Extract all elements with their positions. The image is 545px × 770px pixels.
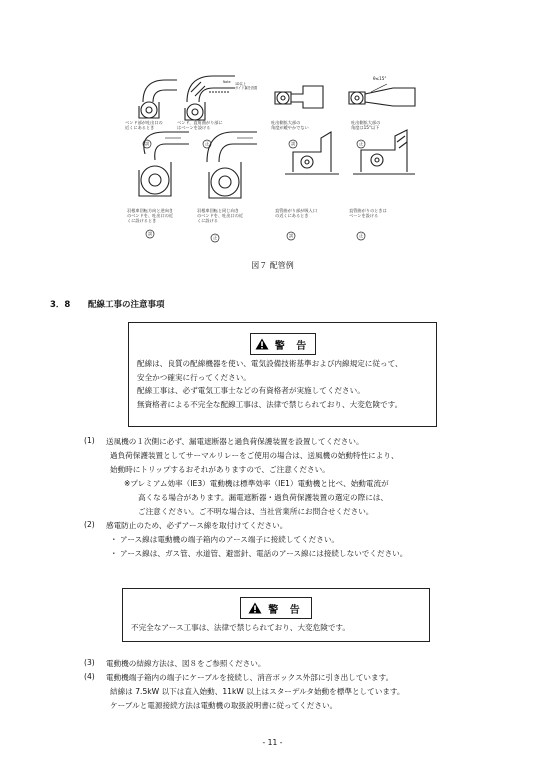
page-number: - 11 - [262,738,283,747]
warning-line: 安全かつ確実に行ってください。 [137,372,251,382]
same-direction-bend-drawing [207,132,257,198]
list-item-3 [84,658,266,669]
warning-line: 無資格者による不完全な配線工事は、法律で禁じられており、大変危険です。 [137,399,403,409]
caption-gradual-expansion: 吐出側拡大部の 角度は15°以下 [351,120,381,131]
list-item-1 [84,436,364,447]
warning-label: 警 告 [268,604,304,616]
bullet-line: ・ アース線は、ガス管、水道管、避雷針、電話のアース線には接続しないでください。 [110,549,408,558]
warning-triangle-icon [248,602,262,614]
caption-bend-near-inlet: 直管曲がり部が吸入口 の近くにあるとき [275,208,317,219]
mark-right-1: 正 [205,141,210,146]
figure-title: 図７ 配管例 [251,261,294,270]
warning-header [240,597,312,619]
abrupt-expansion-drawing [275,86,323,108]
item-text-line: 結線は 7.5kW 以下は直入始動、11kW 以上はスターデルタ始動を標準としています。 [110,687,405,696]
caption-bend-near-outlet: ベンド部が吐出口の 近くにあるとき [125,120,163,131]
caption-opposite-bend: 羽根車回転方向と逆向き のベンドを、吐出口の近 くに設けるとき [127,208,174,224]
mark-right-4: 正 [359,233,364,238]
warning-box-wiring [128,322,437,427]
warning-line: 配線工事は、必ず電気工事士などの有資格者が実施してください。 [137,386,365,396]
item-text-line: ケーブルと電源接続方法は電動機の取扱説明書に従ってください。 [110,701,338,710]
bend-with-guide-vanes-drawing [353,130,415,174]
item-text: 感電防止のため、必ずアース線を取付けてください。 [106,521,288,530]
angle-label: θ≤15° [373,76,387,81]
mark-wrong-4: 誤 [289,233,294,238]
note-line: 高くなる場合があります。漏電遮断器・過負荷保護装置の選定の際には、 [138,493,388,502]
warning-triangle-icon [255,338,269,350]
warning-text [131,621,350,635]
caption-abrupt-expansion: 吐出側拡大部の 角度が緩やかでない [271,120,309,131]
warning-box-ground [122,588,430,642]
warning-line: 不完全なアース工事は、法律で禁じられており、大変危険です。 [131,623,350,632]
gradual-expansion-drawing [349,84,415,106]
warning-line: 配線は、良質の配線機器を使い、電気設備技術基準および内線規定に従って、 [137,359,403,368]
item-number: (4) [84,672,95,681]
item-number: (3) [84,658,95,667]
section-title: 配線工事の注意事項 [88,300,165,310]
caption-guide-vanes: 直管曲がりのときは ベーンを設ける [349,208,387,219]
caption-bend-with-vanes: ベンド、直角曲がり部に はベーンを設ける [177,120,223,131]
item-text-line: 始動時にトリップするおそれがありますので、ご注意ください。 [110,465,330,474]
bend-near-outlet-drawing [139,80,177,118]
item-number: (1) [84,436,95,445]
list-item-4 [84,672,394,683]
item-text: 送風機の１次側に必ず、漏電遮断器と過負荷保護装置を設置してください。 [106,437,364,446]
warning-label: 警 告 [274,340,311,352]
mark-right-3: 正 [213,235,218,240]
caption-same-direction-bend: 羽根車回転と同じ向き のベンドを、吐出口の近 くに設ける [197,208,244,224]
small-note-label: Note [223,80,231,84]
item-text: 電動機端子箱内の端子にケーブルを接続し、消音ボックス外部に引き出しています。 [106,673,394,682]
section-number: 3．8 [50,300,71,310]
mark-right-2: 正 [359,141,364,146]
item-text-line: 過負荷保護装置としてサーマルリレーをご使用の場合は、送風機の始動特性により、 [110,451,399,460]
warning-header [250,333,316,355]
piping-figure [125,62,425,252]
small-guide-label: 1D以上 ガイド翼を設置 [235,82,258,90]
mark-wrong-1: 誤 [145,141,150,146]
list-item-2 [84,520,288,531]
item-number: (2) [84,520,95,529]
mark-wrong-3: 誤 [148,231,153,236]
warning-text [137,357,403,411]
bullet-line: ・ アース線は電動機の端子箱内のアース端子に接続してください。 [110,535,340,544]
section-heading [50,298,165,310]
note-line: ※プレミアム効率（IE3）電動機は標準効率（IE1）電動機と比べ、始動電流が [124,479,389,488]
mark-wrong-2: 誤 [291,141,296,146]
item-text: 電動機の結線方法は、図８をご参照ください。 [106,659,266,668]
bend-near-inlet-drawing [285,132,339,174]
note-line: ご注意ください。ご不明な場合は、当社営業所にお問合せください。 [138,507,374,516]
